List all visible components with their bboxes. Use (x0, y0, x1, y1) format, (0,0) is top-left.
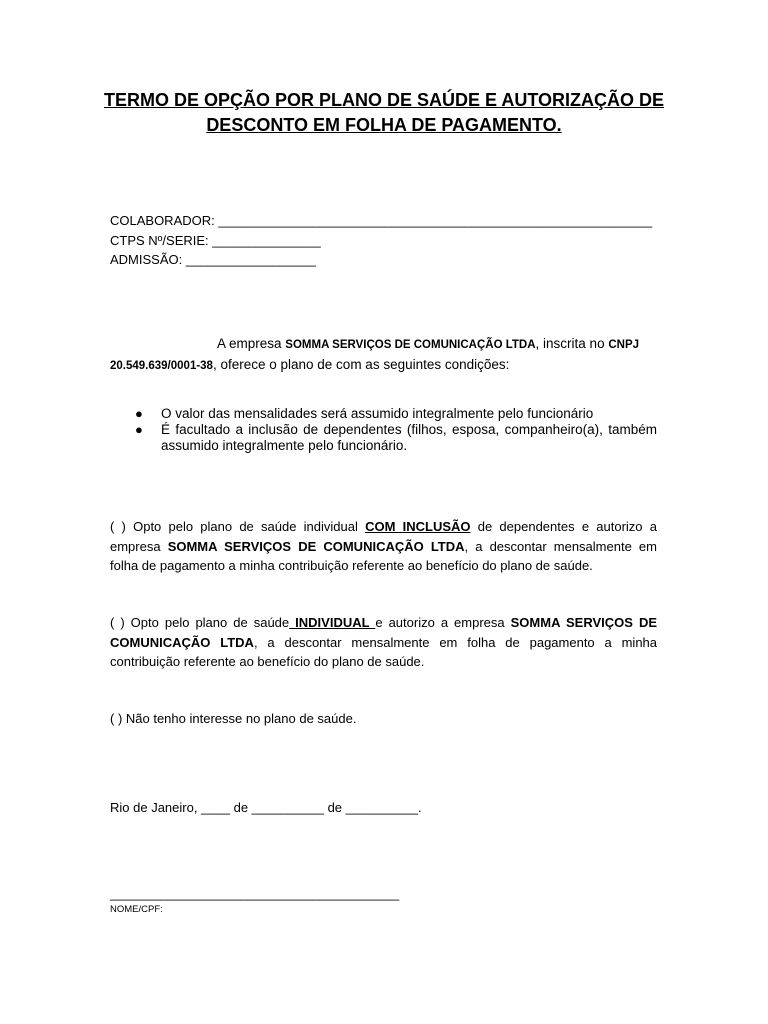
option2-suffix: , a descontar mensalmente em folha de pagamento a minha contribuição referente ao benefício do plano de saúde. (110, 634, 658, 669)
option1-emphasis: COM INCLUSÃO (365, 519, 471, 534)
bullet-icon: ● (135, 406, 143, 421)
condition-text: O valor das mensalidades será assumido integralmente pelo funcionário (161, 406, 594, 421)
ctps-field: CTPS Nº/SERIE: _______________ (110, 232, 321, 248)
company-name: SOMMA SERVIÇOS DE COMUNICAÇÃO LTDA (285, 339, 536, 351)
signature-line: ________________________________________ (110, 886, 400, 901)
colaborador-field: COLABORADOR: ____________________________________________________________ (110, 213, 653, 228)
admissao-field: ADMISSÃO: __________________ (110, 252, 316, 267)
intro-paragraph (110, 334, 657, 376)
place-date: Rio de Janeiro, ____ de __________ de __________. (110, 800, 422, 815)
list-item (135, 406, 657, 422)
option-no-interest (110, 709, 657, 729)
signature-label: NOME/CPF: (110, 904, 163, 915)
option1-suffix: , a descontar mensalmente em folha de pagamento a minha contribuição referente ao benefício do plano de saúde. (110, 538, 657, 573)
option2-prefix: ( ) Opto pelo plano de saúde (110, 615, 290, 630)
condition-text: É facultado a inclusão de dependentes (filhos, esposa, companheiro(a), também assumido integralmente pelo funcionário. (161, 422, 657, 453)
option2-emphasis: INDIVIDUAL (289, 615, 376, 630)
employee-fields (110, 211, 652, 270)
cnpj-number: CNPJ 20.549.639/0001-38 (110, 339, 640, 372)
intro-text-1: A empresa (217, 336, 286, 351)
option3-text: ( ) Não tenho interesse no plano de saúde. (110, 711, 357, 726)
document-title: TERMO DE OPÇÃO POR PLANO DE SAÚDE E AUTORIZAÇÃO DE DESCONTO EM FOLHA DE PAGAMENTO. (103, 90, 665, 135)
option2-company: SOMMA SERVIÇOS DE COMUNICAÇÃO LTDA (110, 615, 658, 650)
conditions-list (135, 406, 657, 454)
list-item (135, 422, 657, 454)
option1-mid: de dependentes e autorizo a empresa (110, 519, 657, 554)
intro-text-2: , inscrita no (535, 336, 609, 351)
option-individual (110, 613, 657, 672)
option1-prefix: ( ) Opto pelo plano de saúde individual (110, 519, 366, 534)
bullet-icon: ● (135, 422, 143, 437)
intro-text-3: , oferece o plano de com as seguintes condições: (212, 357, 510, 372)
option1-company: SOMMA SERVIÇOS DE COMUNICAÇÃO LTDA (167, 538, 465, 554)
option-with-dependents (110, 517, 657, 576)
option2-mid: e autorizo a empresa (375, 615, 511, 630)
